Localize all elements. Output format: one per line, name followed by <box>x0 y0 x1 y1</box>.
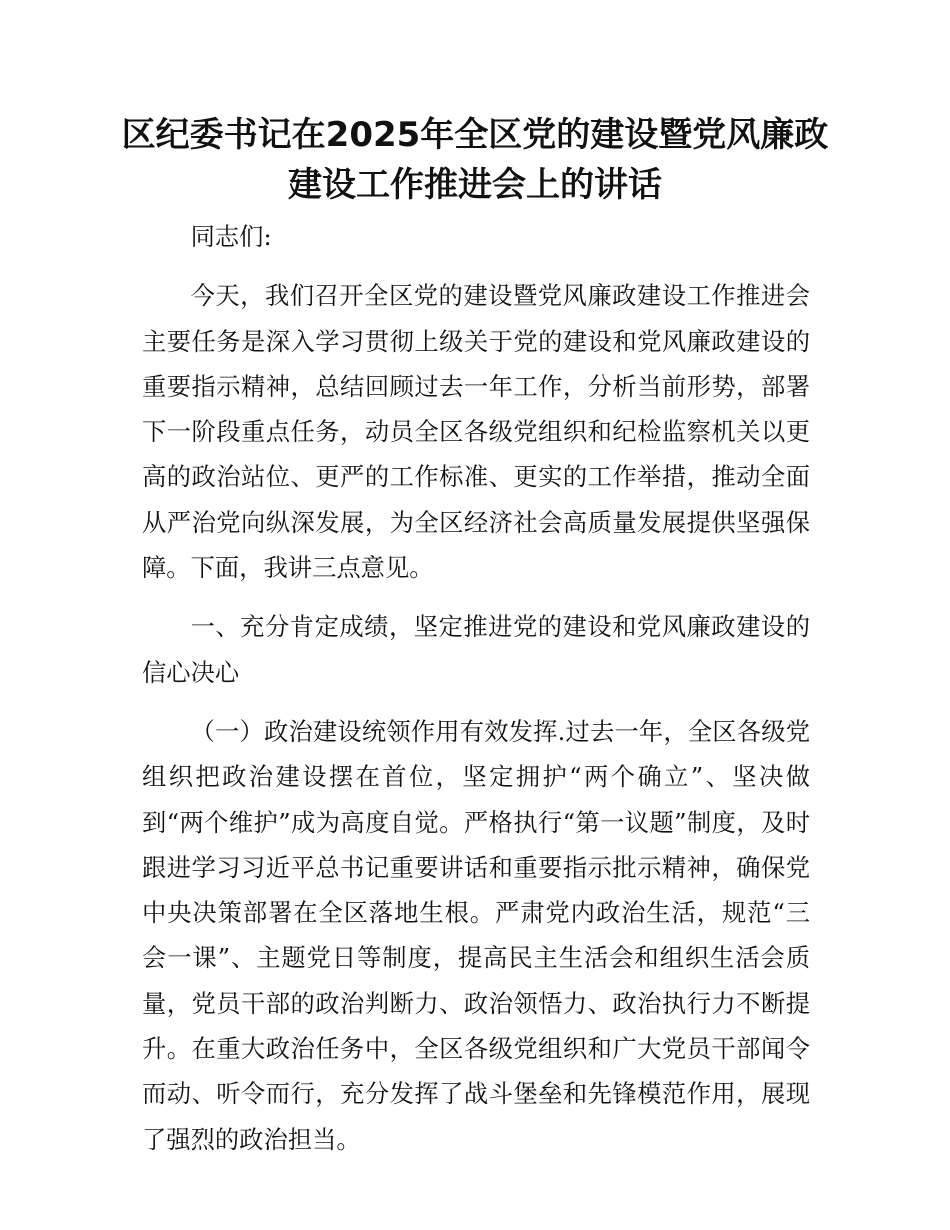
title-line-1: 区纪委书记在2025年全区党的建设暨党风廉政 <box>121 115 829 155</box>
section-1-paragraph-1: （一）政治建设统领作用有效发挥.过去一年，全区各级党组织把政治建设摆在首位，坚定拥护“两个确立”、坚决做到“两个维护”成为高度自觉。严格执行“第一议题”制度，及时跟进学习习近平总书记重要讲话和重要指示批示精神，确保党中央决策部署在全区落地生根。严肃党内政治生活，规范“三会一课”、主题党日等制度，提高民主生活会和组织生活会质量，党员干部的政治判断力、政治领悟力、政治执行力不断提升。在重大政治任务中，全区各级党组织和广大党员干部闻令而动、听令而行，充分发挥了战斗堡垒和先锋模范作用，展现了强烈的政治担当。 <box>142 716 810 1154</box>
document-body <box>142 214 810 1162</box>
title-line-2: 建设工作推进会上的讲话 <box>288 165 662 205</box>
greeting: 同志们: <box>190 222 272 251</box>
section-1-heading: 一、充分肯定成绩，坚定推进党的建设和党风廉政建设的信心决心 <box>142 612 810 687</box>
document-title <box>120 110 830 210</box>
intro-paragraph: 今天，我们召开全区党的建设暨党风廉政建设工作推进会主要任务是深入学习贯彻上级关于党的建设和党风廉政建设的重要指示精神，总结回顾过去一年工作，分析当前形势，部署下一阶段重点任务，动员全区各级党组织和纪检监察机关以更高的政治站位、更严的工作标准、更实的工作举措，推动全面从严治党向纵深发展，为全区经济社会高质量发展提供坚强保障。下面，我讲三点意见。 <box>142 281 810 583</box>
